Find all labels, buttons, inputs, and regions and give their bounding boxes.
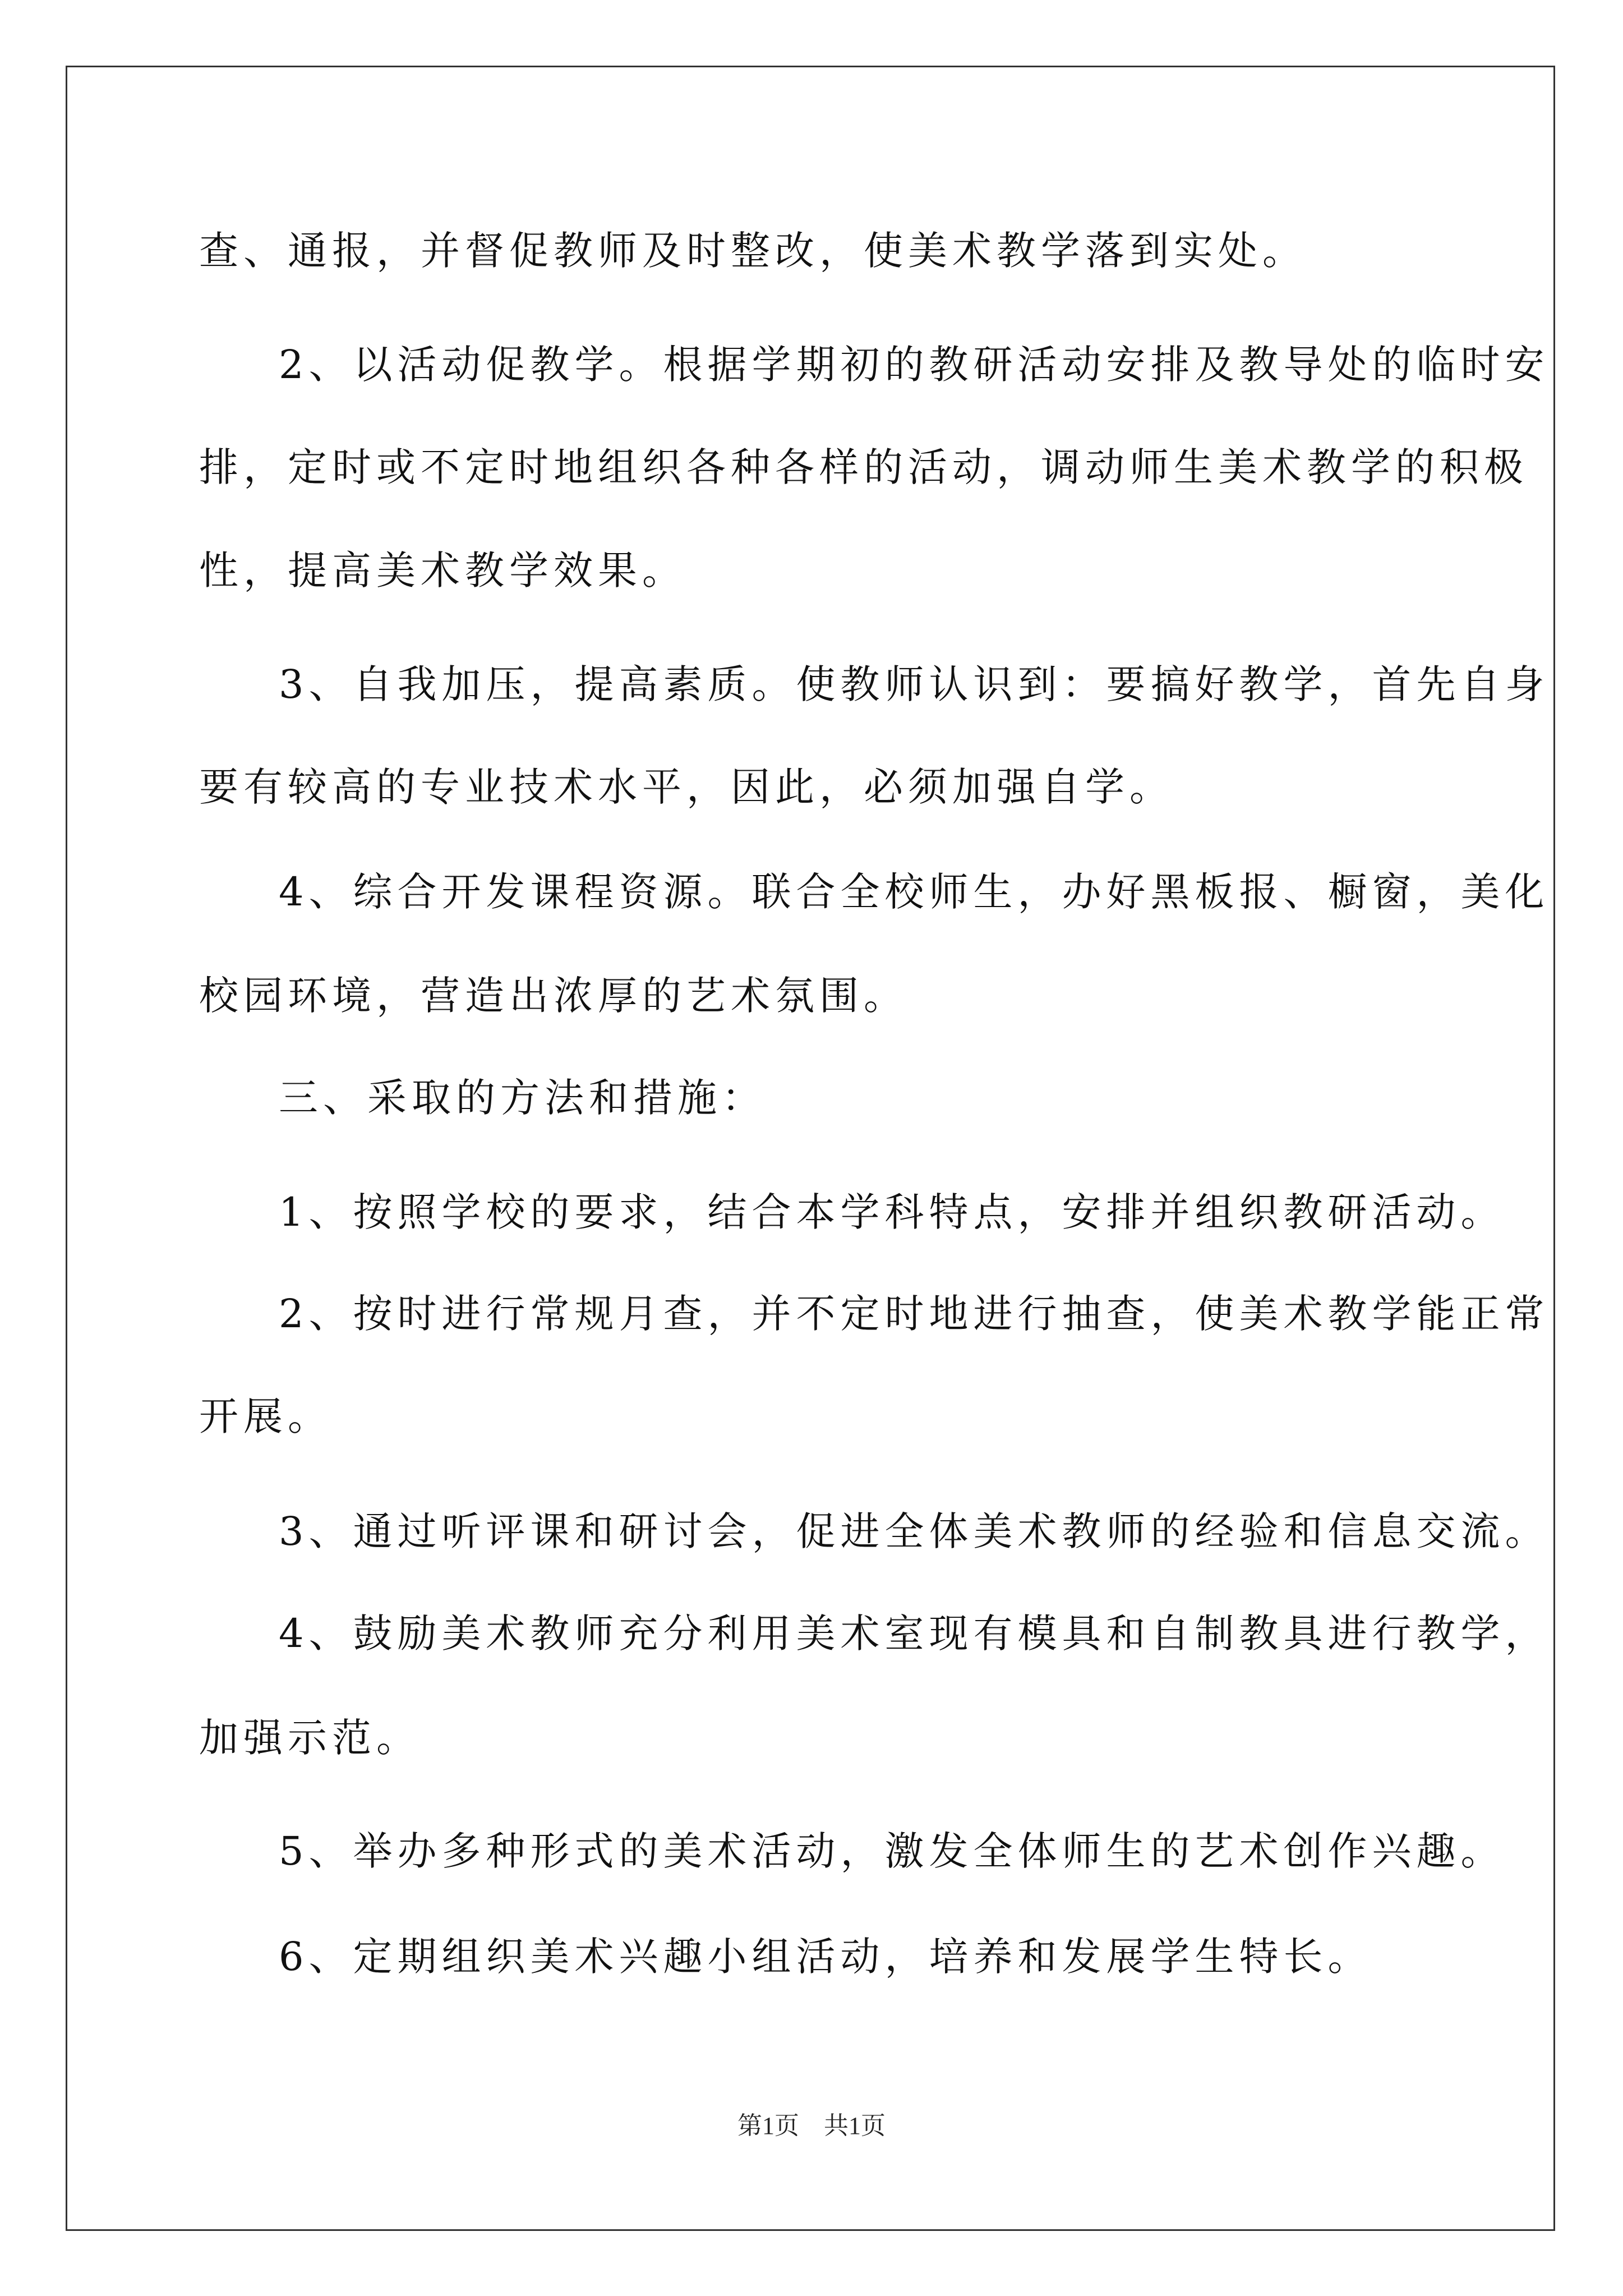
paragraph-line: 性，提高美术教学效果。 [199,547,686,593]
paragraph-line: 6、定期组织美术兴趣小组活动，培养和发展学生特长。 [279,1934,1372,1980]
paragraph-line: 4、综合开发课程资源。联合全校师生，办好黑板报、橱窗，美化 [279,869,1550,915]
paragraph-line: 5、举办多种形式的美术活动，激发全体师生的艺术创作兴趣。 [279,1828,1505,1874]
paragraph-line: 校园环境，营造出浓厚的艺术氛围。 [199,973,908,1019]
paragraph-line: 查、通报，并督促教师及时整改，使美术教学落到实处。 [199,228,1307,274]
paragraph-line: 4、鼓励美术教师充分利用美术室现有模具和自制教具进行教学， [279,1611,1550,1657]
paragraph-line: 2、按时进行常规月查，并不定时地进行抽查，使美术教学能正常 [279,1291,1550,1337]
paragraph-line: 加强示范。 [199,1715,421,1761]
paragraph-line: 开展。 [199,1393,332,1439]
paragraph-line: 排，定时或不定时地组织各种各样的活动，调动师生美术教学的积极 [199,444,1528,490]
paragraph-line: 3、通过听评课和研讨会，促进全体美术教师的经验和信息交流。 [279,1508,1550,1554]
paragraph-line: 1、按照学校的要求，结合本学科特点，安排并组织教研活动。 [279,1189,1505,1235]
page-number: 第1页 共1页 [737,2112,886,2139]
paragraph-line: 3、自我加压，提高素质。使教师认识到：要搞好教学，首先自身 [279,661,1550,707]
section-heading: 三、采取的方法和措施： [279,1075,766,1121]
paragraph-line: 2、以活动促教学。根据学期初的教研活动安排及教导处的临时安 [279,342,1550,388]
paragraph-line: 要有较高的专业技术水平，因此，必须加强自学。 [199,764,1174,810]
